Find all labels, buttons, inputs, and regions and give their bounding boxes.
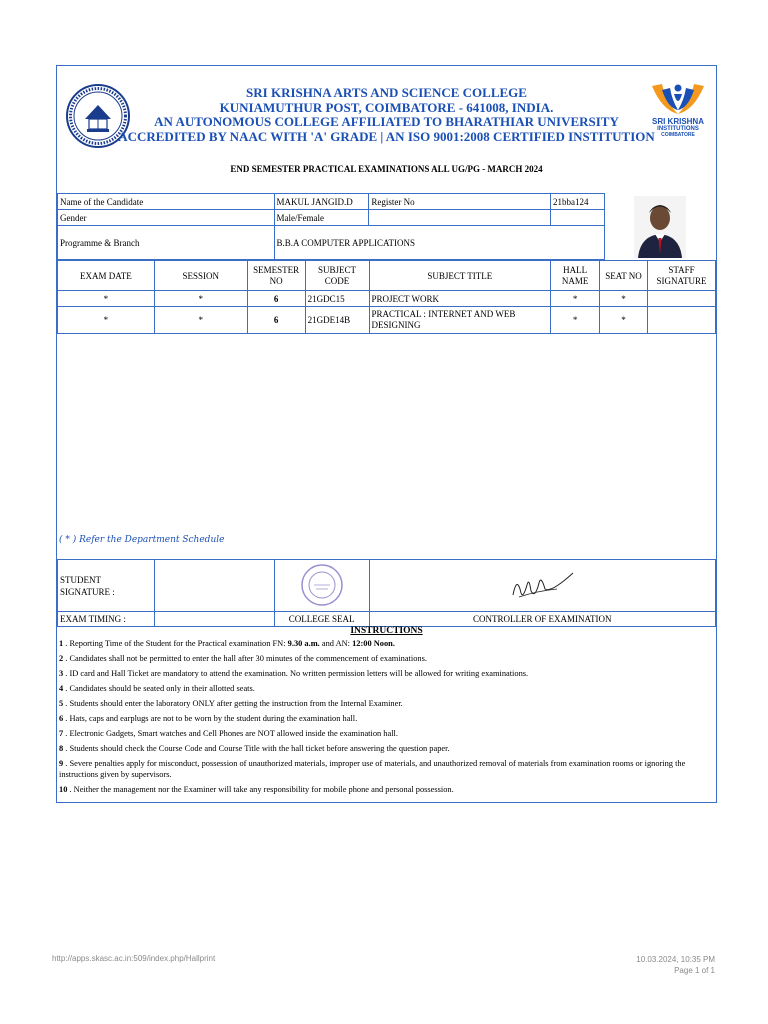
gender-value: Male/Female xyxy=(274,210,369,226)
college-seal-stamp xyxy=(300,563,344,607)
controller-signature-box xyxy=(369,560,715,612)
cell-exam-date: * xyxy=(58,307,155,334)
instruction-item: 4 . Candidates should be seated only in their allotted seats. xyxy=(59,684,255,693)
cell-semester: 6 xyxy=(247,307,305,334)
candidate-name-label: Name of the Candidate xyxy=(58,194,275,210)
cell-subject-code: 21GDC15 xyxy=(305,291,369,307)
instruction-item: 2 . Candidates shall not be permitted to enter the hall after 30 minutes of the commencement of examinations. xyxy=(59,654,427,663)
cell-hall: * xyxy=(551,307,600,334)
schedule-table xyxy=(57,260,716,334)
instructions-title: INSTRUCTIONS xyxy=(350,626,423,636)
candidate-name-value: MAKUL JANGID.D xyxy=(274,194,369,210)
cell-exam-date: * xyxy=(58,291,155,307)
cell-semester: 6 xyxy=(247,291,305,307)
college-address: KUNIAMUTHUR POST, COIMBATORE - 641008, INDIA. xyxy=(219,99,554,115)
college-name: SRI KRISHNA ARTS AND SCIENCE COLLEGE xyxy=(246,85,527,100)
refer-department-note: ( * ) Refer the Department Schedule xyxy=(59,535,225,545)
hall-ticket-sheet xyxy=(56,65,717,803)
logo-location: COIMBATORE xyxy=(661,132,695,138)
col-subject-code: SUBJECT CODE xyxy=(305,261,369,291)
programme-label: Programme & Branch xyxy=(58,226,275,260)
table-row xyxy=(58,307,716,334)
footer-datetime: 10.03.2024, 10:35 PM xyxy=(636,955,715,964)
col-session: SESSION xyxy=(154,261,247,291)
cell-subject-title: PROJECT WORK xyxy=(369,291,551,307)
instruction-item: 9 . Severe penalties apply for misconduct, possession of unauthorized materials, improper use of materials, and unauthorized removal of materials from examination rooms or ignoring the instructions given by supervisors. xyxy=(59,759,686,779)
institution-logo xyxy=(643,80,713,144)
student-signature-label: STUDENT SIGNATURE : xyxy=(58,560,155,612)
col-seat-no: SEAT NO xyxy=(600,261,648,291)
register-no-label: Register No xyxy=(369,194,551,210)
footer-print-info xyxy=(636,954,715,976)
instruction-item: 1 . Reporting Time of the Student for the Practical examination FN: 9.30 a.m. and AN: 12:00 Noon. xyxy=(59,639,395,648)
footer-page-number: Page 1 of 1 xyxy=(674,966,715,975)
instruction-item: 7 . Electronic Gadgets, Smart watches and Cell Phones are NOT allowed inside the examination hall. xyxy=(59,729,398,738)
cell-session: * xyxy=(154,307,247,334)
cell-seat: * xyxy=(600,291,648,307)
college-seal-box xyxy=(274,560,369,612)
col-semester-no: SEMESTER NO xyxy=(247,261,305,291)
cell-staff-signature xyxy=(647,291,715,307)
controller-label: CONTROLLER OF EXAMINATION xyxy=(369,612,715,627)
candidate-details-table xyxy=(57,193,605,260)
institution-logo-icon xyxy=(648,80,708,118)
instruction-item: 3 . ID card and Hall Ticket are mandatory to attend the examination. No written permission letters will be allowed for writing examinations. xyxy=(59,669,529,678)
college-affiliation: AN AUTONOMOUS COLLEGE AFFILIATED TO BHARATHIAR UNIVERSITY xyxy=(154,114,619,129)
cell-session: * xyxy=(154,291,247,307)
instruction-item: 10 . Neither the management nor the Examiner will take any responsibility for mobile phone and personal possession. xyxy=(59,785,454,794)
cell-staff-signature xyxy=(647,307,715,334)
header xyxy=(57,66,716,162)
exam-timing-label: EXAM TIMING : xyxy=(58,612,155,627)
col-subject-title: SUBJECT TITLE xyxy=(369,261,551,291)
col-hall-name: HALL NAME xyxy=(551,261,600,291)
exam-title: END SEMESTER PRACTICAL EXAMINATIONS ALL UG/PG - MARCH 2024 xyxy=(230,164,543,174)
instruction-item: 5 . Students should enter the laboratory ONLY after getting the instruction from the Internal Examiner. xyxy=(59,699,403,708)
schedule-header-row xyxy=(58,261,716,291)
register-no-value: 21bba124 xyxy=(551,194,605,210)
college-seal-label: COLLEGE SEAL xyxy=(274,612,369,627)
controller-signature-scribble xyxy=(507,565,577,605)
logo-subtitle: INSTITUTIONS xyxy=(657,126,699,132)
student-signature-box xyxy=(154,560,274,612)
college-accreditation: ACCREDITED BY NAAC WITH 'A' GRADE | AN ISO 9001:2008 CERTIFIED INSTITUTION xyxy=(118,128,655,144)
candidate-photo xyxy=(634,196,686,258)
footer-url: http://apps.skasc.ac.in:509/index.php/Hallprint xyxy=(52,954,216,963)
instruction-item: 8 . Students should check the Course Code and Course Title with the hall ticket before answering the question paper. xyxy=(59,744,450,753)
cell-subject-title: PRACTICAL : INTERNET AND WEB DESIGNING xyxy=(369,307,551,334)
col-exam-date: EXAM DATE xyxy=(58,261,155,291)
cell-hall: * xyxy=(551,291,600,307)
signature-table xyxy=(57,559,716,627)
college-heading xyxy=(57,86,716,144)
exam-timing-value xyxy=(154,612,274,627)
col-staff-signature: STAFF SIGNATURE xyxy=(647,261,715,291)
gender-label: Gender xyxy=(58,210,275,226)
instruction-item: 6 . Hats, caps and earplugs are not to be worn by the student during the examination hall. xyxy=(59,714,358,723)
table-row xyxy=(58,291,716,307)
programme-value: B.B.A COMPUTER APPLICATIONS xyxy=(274,226,604,260)
logo-name: SRI KRISHNA xyxy=(651,117,704,126)
instructions xyxy=(57,626,716,799)
cell-seat: * xyxy=(600,307,648,334)
cell-subject-code: 21GDE14B xyxy=(305,307,369,334)
